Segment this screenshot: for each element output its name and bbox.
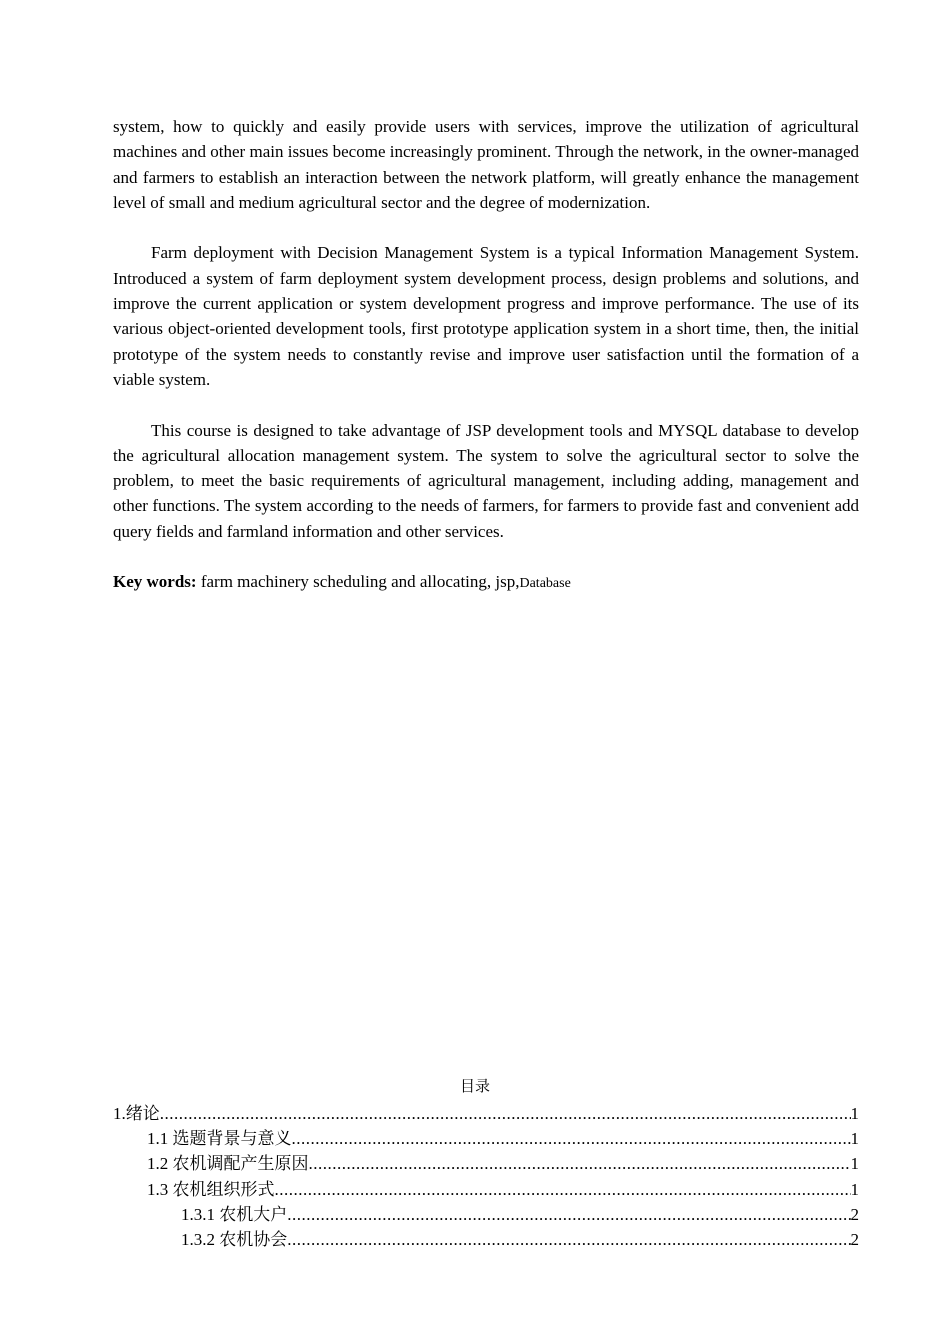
abstract-paragraph-3: This course is designed to take advantage of JSP development tools and MYSQL database to develop the agricultural allocation management system. The system to solve the agricultural sector to solve the problem, to meet the basic requirements of agricultural management, including adding, management and other functions. The system according to the needs of farmers, for farmers to provide fast and convenient add query fields and farmland information and other services. (113, 420, 859, 541)
toc-leader-dots (292, 1126, 851, 1151)
keywords-database: Database (519, 576, 571, 592)
toc-entry-1-2[interactable] (113, 1151, 859, 1176)
toc-entry-1-1[interactable] (113, 1126, 859, 1151)
toc-entry-page: 2 (850, 1204, 859, 1224)
abstract-paragraph-1: system, how to quickly and easily provide users with services, improve the utilization of agricultural machines and other main issues become increasingly prominent. Through the network, in the owner-managed and farmers to establish an interaction between the network platform, will greatly enhance the management level of small and medium agricultural sector and the degree of modernization. (113, 117, 859, 212)
toc-leader-dots (309, 1151, 851, 1176)
toc-entry-1-3-1[interactable] (113, 1202, 859, 1227)
toc-entry-1-3-2[interactable] (113, 1227, 859, 1252)
toc-entry-1-3[interactable] (113, 1177, 859, 1202)
toc-entry-text: 1.3.2 农机协会 (181, 1229, 288, 1249)
toc-leader-dots (287, 1202, 850, 1227)
english-abstract (113, 114, 859, 622)
toc-entry-text: 1.3 农机组织形式 (147, 1179, 275, 1199)
toc-leader-dots (160, 1101, 851, 1126)
toc-entry-text: 1.1 选题背景与意义 (147, 1129, 292, 1149)
toc-entry-1[interactable] (113, 1101, 859, 1126)
toc-entry-text: 1.3.1 农机大户 (181, 1204, 288, 1224)
keywords-line (113, 569, 859, 596)
toc-leader-dots (287, 1227, 850, 1252)
toc-entry-page: 1 (850, 1154, 859, 1174)
toc-leader-dots (275, 1177, 851, 1202)
keywords-label: Key words: (113, 572, 197, 592)
toc-title: 目录 (459, 1079, 490, 1095)
table-of-contents (113, 1101, 859, 1252)
toc-entry-text: 1.绪论 (113, 1104, 160, 1123)
toc-entry-page: 1 (850, 1104, 859, 1123)
toc-entry-text: 1.2 农机调配产生原因 (147, 1154, 309, 1174)
toc-entry-page: 2 (850, 1229, 859, 1249)
abstract-paragraph-2: Farm deployment with Decision Management System is a typical Information Management System. Introduced a system of farm deployment system development process, design problems and solutions, and improve the current application or system development progress and improve performance. The use of its various object-oriented development tools, first prototype application system in a short time, then, the initial prototype of the system needs to constantly revise and improve user satisfaction until the formation of a viable system. (113, 243, 859, 389)
keywords-text: farm machinery scheduling and allocating, jsp, (196, 572, 520, 592)
toc-entry-page: 1 (850, 1179, 859, 1199)
toc-entry-page: 1 (850, 1129, 859, 1149)
